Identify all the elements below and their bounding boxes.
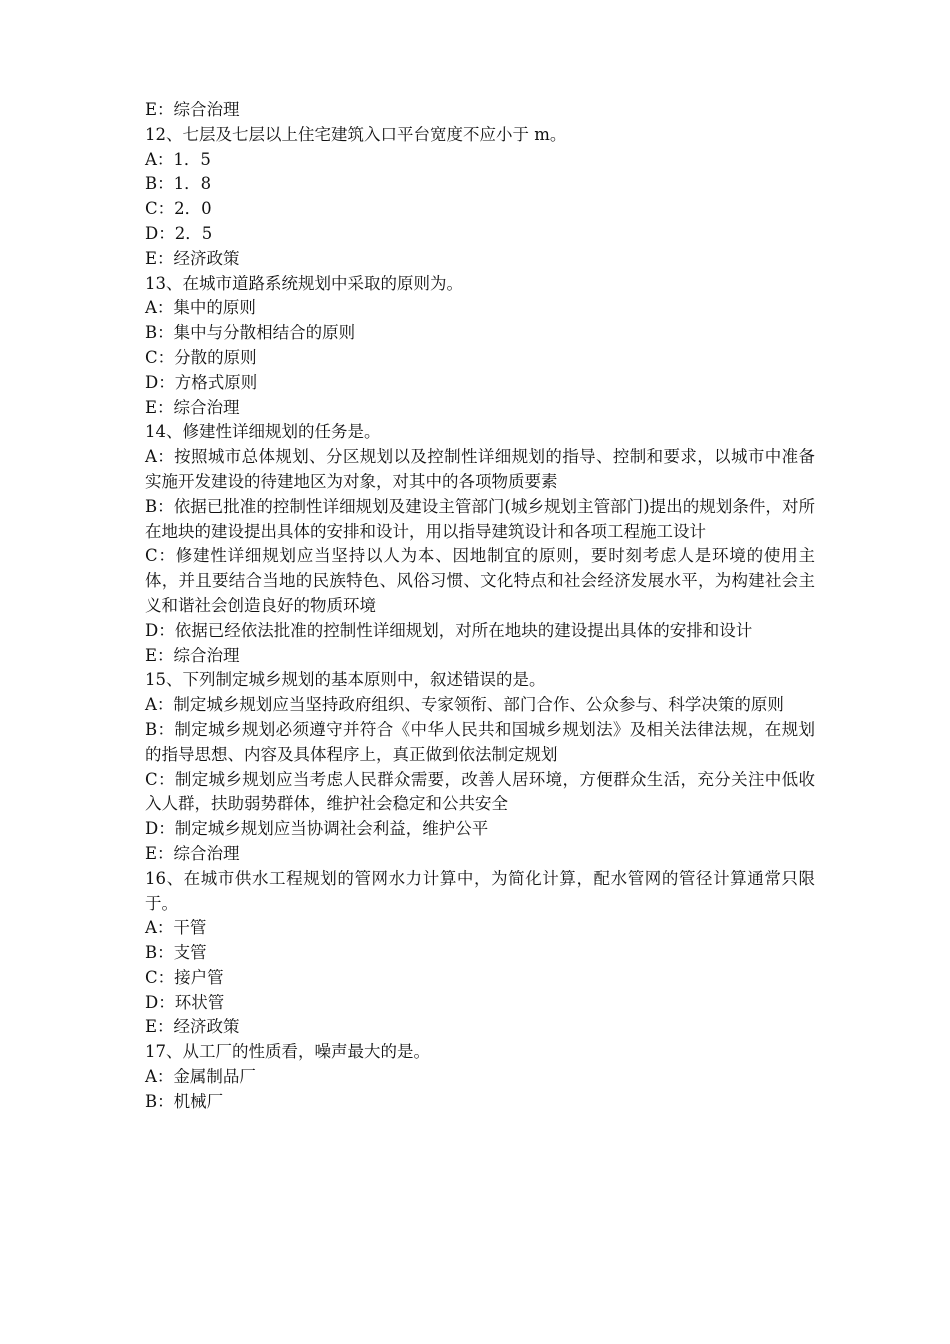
question-text: 13、在城市道路系统规划中采取的原则为。 <box>145 273 463 293</box>
option-text: C：2．0 <box>145 199 212 219</box>
question-text: 15、下列制定城乡规划的基本原则中，叙述错误的是。 <box>145 670 546 690</box>
question-text: 17、从工厂的性质看，噪声最大的是。 <box>145 1042 430 1062</box>
option-text: D：2．5 <box>145 223 213 243</box>
option-text: B：机械厂 <box>145 1091 224 1111</box>
option-text: D：依据已经依法批准的控制性详细规划，对所在地块的建设提出具体的安排和设计 <box>145 620 753 640</box>
option-text: E：综合治理 <box>145 100 240 119</box>
option-text: A：金属制品厂 <box>145 1067 256 1087</box>
option-text: A：按照城市总体规划、分区规划以及控制性详细规划的指导、控制和要求，以城市中准备实施开发建设的待建地区为对象，对其中的各项物质要素 <box>145 447 815 491</box>
document-page <box>145 98 815 1115</box>
option-text: C：接户管 <box>145 967 224 987</box>
option-text: C：制定城乡规划应当考虑人民群众需要，改善人居环境，方便群众生活，充分关注中低收入人群，扶助弱势群体，维护社会稳定和公共安全 <box>145 769 815 814</box>
question-text: 12、七层及七层以上住宅建筑入口平台宽度不应小于 m。 <box>145 124 567 144</box>
option-text: B：集中与分散相结合的原则 <box>145 323 356 343</box>
option-text: D：环状管 <box>145 992 225 1012</box>
option-text: A：干管 <box>145 918 207 938</box>
option-text: B：1．8 <box>145 174 212 194</box>
question-text: 14、修建性详细规划的任务是。 <box>145 422 381 442</box>
option-text: B：制定城乡规划必须遵守并符合《中华人民共和国城乡规划法》及相关法律法规，在规划的指导思想、内容及具体程序上，真正做到依法制定规划 <box>145 719 815 764</box>
option-text: A：制定城乡规划应当坚持政府组织、专家领衔、部门合作、公众参与、科学决策的原则 <box>145 695 784 715</box>
question-text: 16、在城市供水工程规划的管网水力计算中，为简化计算，配水管网的管径计算通常只限于。 <box>145 868 815 913</box>
option-text: C：分散的原则 <box>145 347 257 367</box>
option-text: B：依据已批准的控制性详细规划及建设主管部门(城乡规划主管部门)提出的规划条件，对所在地块的建设提出具体的安排和设计，用以指导建筑设计和各项工程施工设计 <box>145 496 815 541</box>
option-text: D：制定城乡规划应当协调社会利益，维护公平 <box>145 819 489 839</box>
option-text: E：综合治理 <box>145 843 240 863</box>
option-text: E：经济政策 <box>145 1017 240 1037</box>
option-text: E：综合治理 <box>145 645 240 665</box>
option-text: D：方格式原则 <box>145 372 258 392</box>
option-text: E：经济政策 <box>145 248 240 268</box>
option-text: E：综合治理 <box>145 397 240 417</box>
option-text: C：修建性详细规划应当坚持以人为本、因地制宜的原则，要时刻考虑人是环境的使用主体，并且要结合当地的民族特色、风俗习惯、文化特点和社会经济发展水平，为构建社会主义和谐社会创造良好的物质环境 <box>145 546 815 615</box>
option-text: A：1．5 <box>145 149 211 169</box>
option-text: B：支管 <box>145 943 207 963</box>
option-text: A：集中的原则 <box>145 298 256 318</box>
